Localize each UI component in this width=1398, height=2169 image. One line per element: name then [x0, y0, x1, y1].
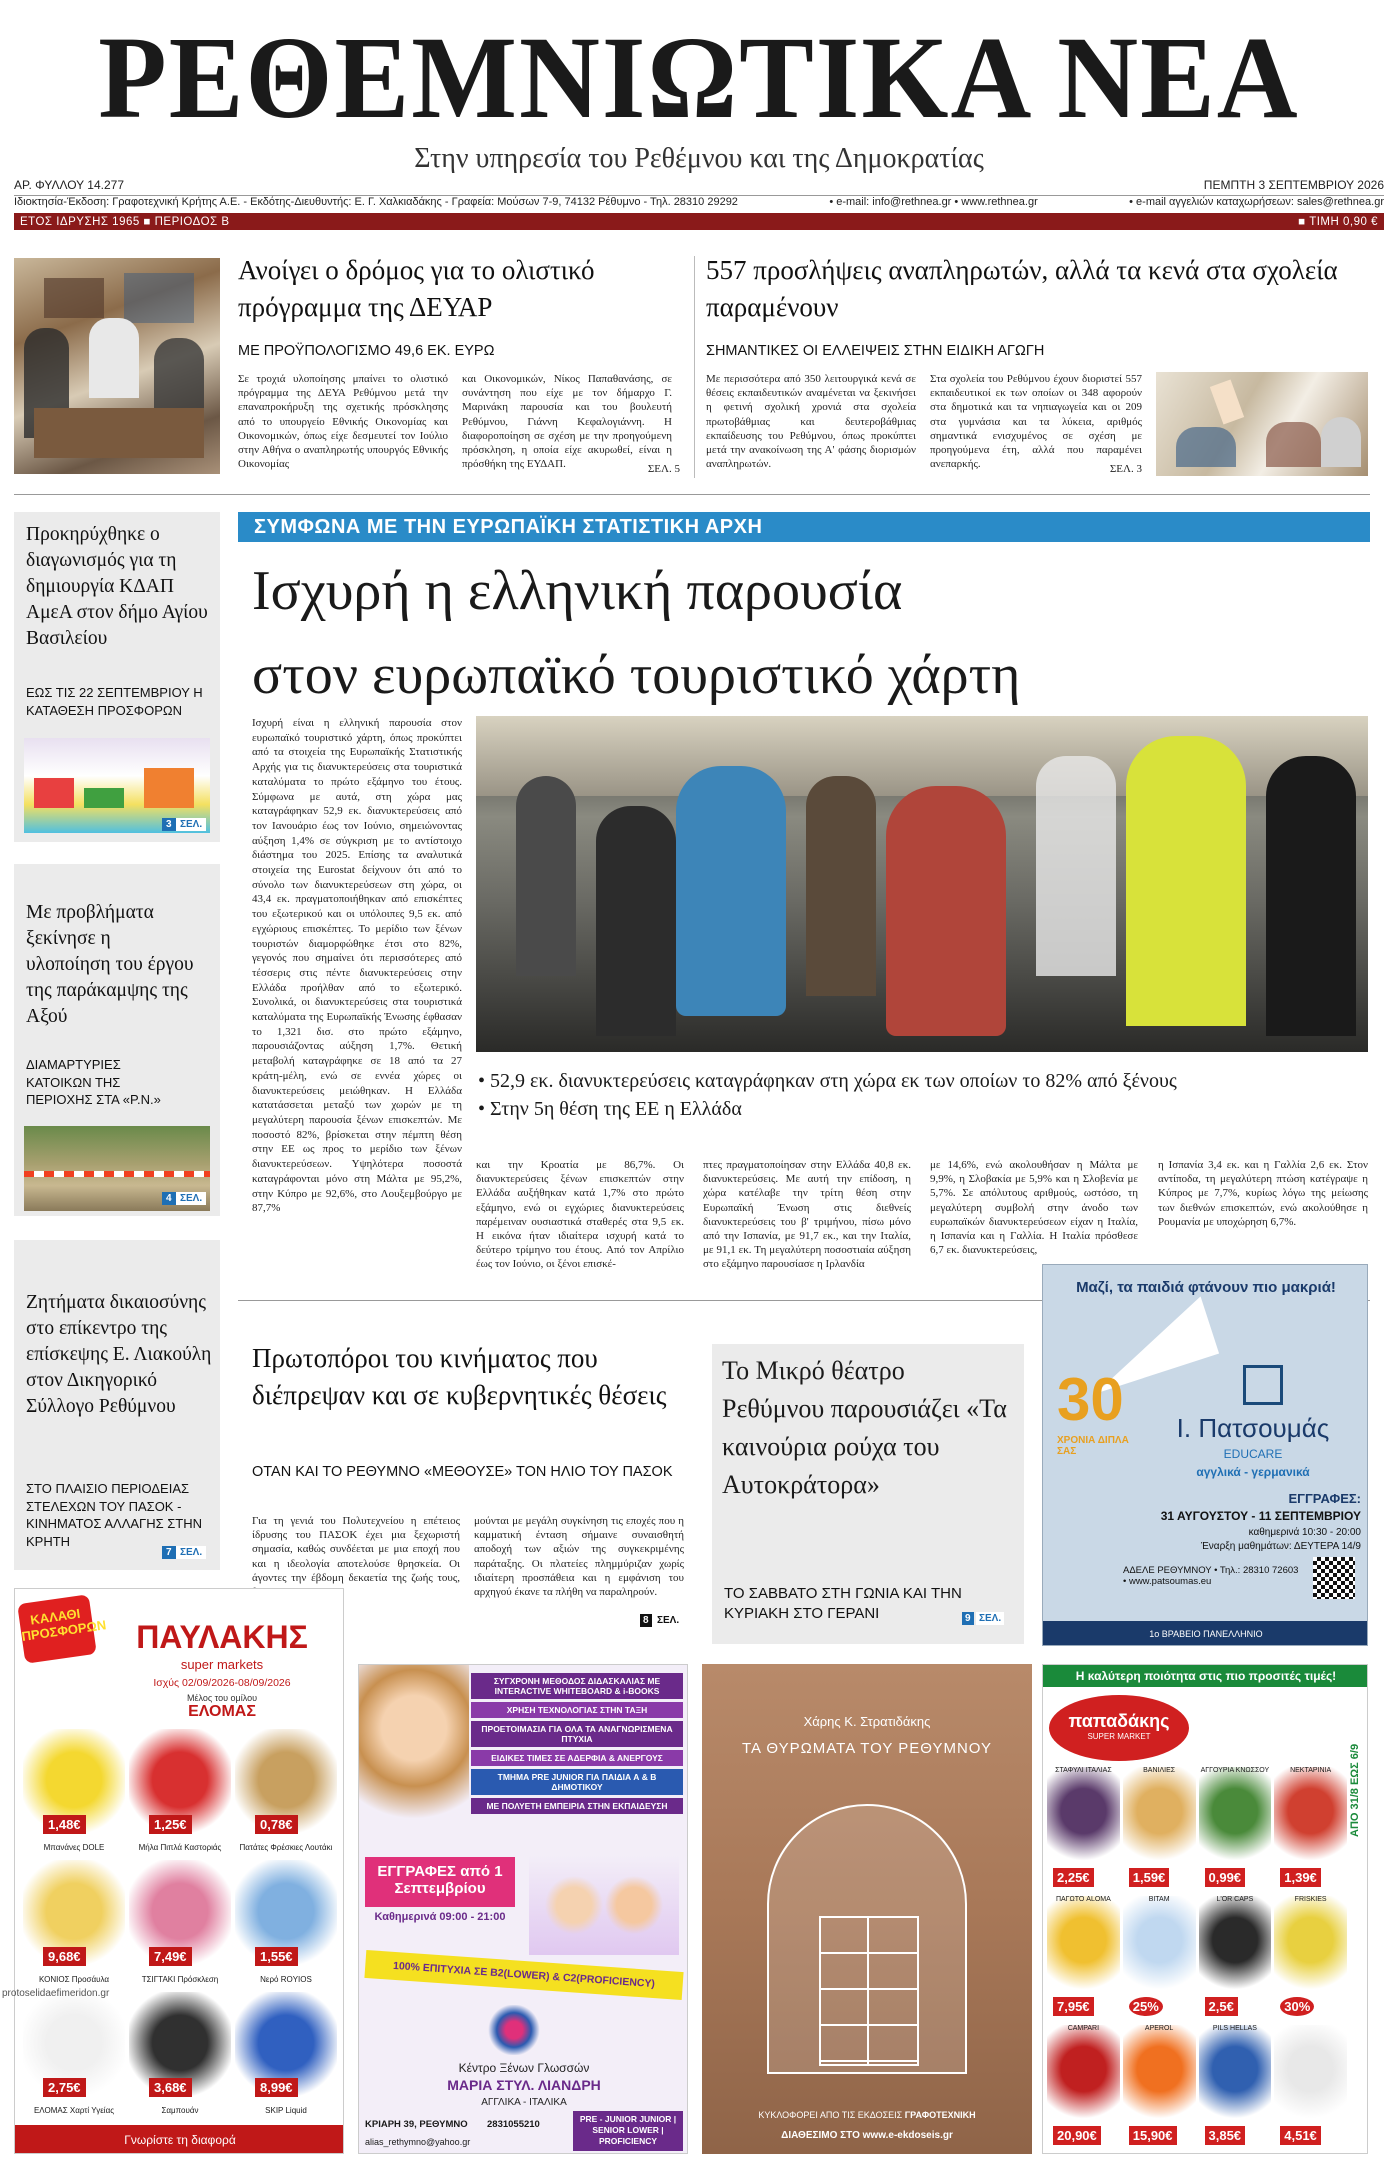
product-price: 2,75€ — [43, 2078, 86, 2097]
deal-cell — [1047, 2025, 1120, 2151]
side3-page-label: ΣΕΛ. — [176, 1546, 206, 1559]
product-price: 9,68€ — [43, 1947, 86, 1966]
top-right-photo — [1156, 372, 1368, 476]
product-cell — [23, 1729, 125, 1856]
papadakis-logo — [1049, 1695, 1189, 1761]
feature-line: ΤΜΗΜΑ PRE JUNIOR ΓΙΑ ΠΑΙΔΙΑ Α & Β ΔΗΜΟΤΙΚΟΥ — [471, 1769, 683, 1795]
side2-page-label: ΣΕΛ. — [176, 1192, 206, 1205]
deal-price: 1,39€ — [1280, 1868, 1321, 1887]
deal-cell — [1047, 1767, 1120, 1893]
info-bar-2 — [14, 196, 1384, 208]
patsoumas-years-sub: ΧΡΟΝΙΑ ΔΙΠΛΑ ΣΑΣ — [1057, 1435, 1129, 1457]
side2-title: Με προβλήματα ξεκίνησε η υλοποίηση του έργου της παράκαμψης της Αξού — [26, 902, 194, 1027]
top-right-kicker: ΣΗΜΑΝΤΙΚΕΣ ΟΙ ΕΛΛΕΙΨΕΙΣ ΣΤΗΝ ΕΙΔΙΚΗ ΑΓΩΓΗ — [706, 343, 1045, 359]
deal-label: ΒΑΝΙΛΙΕΣ — [1143, 1767, 1176, 1774]
ad-patsoumas[interactable] — [1042, 1264, 1368, 1646]
product-label: Πατάτες Φρέσκιες Λουτάκι — [239, 1843, 333, 1853]
top-left-kicker: ΜΕ ΠΡΟΫΠΟΛΟΓΙΣΜΟ 49,6 ΕΚ. ΕΥΡΩ — [238, 343, 495, 359]
deal-cell — [1274, 1767, 1347, 1893]
lead-col-left: Ισχυρή είναι η ελληνική παρουσία στον ευρωπαϊκό τουριστικό χάρτη, όπως προκύπτει από τα στοιχεία της Ευρωπαϊκής Στατιστικής Αρχής για τις διανυκτερεύσεις στα τουριστικά καταλύματα το πρώτο εξάμηνο του έτους. Σύμφωνα με αυτά, στη χώρα μας καταγράφηκαν 52,9 εκ. διανυκτερεύσεις από τον Ιανουάριο έως τον Ιούνιο, σημειώνοντας αύξηση 1,4% σε σύγκριση με το αντίστοιχο διάστημα του 2025. Επίσης τα αναλυτικά στοιχεία της Eurostat δείχνουν ότι από το σύνολο των διανυκτερεύσεων στη χώρα, οι 43,4 εκ. πραγματοποιήθηκαν από επισκέπτες του εξωτερικού και οι υπόλοιπες 9,5 εκ. από εγχώριους επισκέπτες. Το μερίδιο των ξένων τουριστών διαμορφώθηκε έτσι στο 82%, γεγονός που σημαίνει ότι περισσότερες από τέσσερις στις πέντε διανυκτερεύσεις στην Ελλάδα προήλθαν από το εξωτερικό. Συνολικά, οι διανυκτερεύσεις στα τουριστικά καταλύματα της Ευρωπαϊκής Ένωσης έφθασαν το 1,321 δισ. στο πρώτο εξάμηνο, παρουσιάζοντας αύξηση 1,7%. Θετική μεταβολή καταγράφηκε σε 18 από τα 27 κράτη-μέλη, ενώ σε εννέα χώρες οι διανυκτερεύσεις μειώθηκαν. Η Ελλάδα κατατάσσεται μεταξύ των χωρών με τη μεγαλύτερη παρουσία ξένων επισκεπτών. Με ποσοστό 82%, βρίσκεται στην πέμπτη θέση στην ΕΕ ως προς το μερίδιο των ξένων διανυκτερεύσεων. Υψηλότερα ποσοστά καταγράφονται μόνο στη Μάλτα με 95,2%, στην Κύπρο με 92,6%, στο Λουξεμβούργο με 87,7% — [252, 717, 462, 1215]
ad-book[interactable] — [702, 1664, 1032, 2154]
deal-price: 3,85€ — [1205, 2126, 1246, 2145]
patsoumas-langs: αγγλικά - γερμανικά — [1196, 1465, 1310, 1479]
top-right-col1: Με περισσότερα από 350 λειτουργικά κενά σε θέσεις εκπαιδευτικών αναμένεται να ξεκινήσει η φετινή σχολική χρονιά στα σχολεία πρωτοβάθμιας και δευτεροβάθμιας εκπαίδευσης του Ρεθύμνου, όπως προκύπτει μετά την ανακοίνωση της Α' φάσης διορισμών αναπληρωτών. — [706, 373, 916, 471]
lead-col-1: και την Κροατία με 86,7%. Οι διανυκτερεύσεις ξένων επισκεπτών στην Ελλάδα αυξήθηκαν κατά 1,7% στο πρώτο εξάμηνο, ενώ οι εγχώριες διανυκτερεύσεις παρέμειναν ουσιαστικά σταθερές στα 9,5 εκ. Η εικόνα ήταν ιδιαίτερα ισχυρή κατά το δεύτερο τρίμηνο του έτους. Από τον Απρίλιο έως τον Ιούνιο, οι ξένοι επισκέ- — [476, 1159, 684, 1271]
side1-subtitle: ΕΩΣ ΤΙΣ 22 ΣΕΠΤΕΜΒΡΙΟΥ Η ΚΑΤΑΘΕΣΗ ΠΡΟΣΦΟΡΩΝ — [26, 685, 203, 718]
product-price: 1,48€ — [43, 1815, 86, 1834]
product-price: 0,78€ — [255, 1815, 298, 1834]
deal-price: 0,99€ — [1205, 1868, 1246, 1887]
deal-price: 4,51€ — [1280, 2126, 1321, 2145]
patsoumas-name: Ι. Πατσουμάς — [1176, 1413, 1330, 1443]
deal-label: ΠΑΓΩΤΟ ALOMA — [1055, 1896, 1111, 1903]
top-right-col2: Στα σχολεία του Ρεθύμνου έχουν διοριστεί 557 εκπαιδευτικοί εκ των οποίων οι 348 αφορούν στα δημοτικά και τα νηπιαγωγεία και οι 209 στα γυμνάσια και τα λύκεια, αριθμός σημαντικά ενισχυμένος σε σχέση με προηγούμενα έτη, αλλά που παραμένει ανεπαρκής. — [930, 373, 1142, 471]
ad-pavlakis[interactable] — [14, 1588, 344, 2154]
deal-cell — [1274, 1896, 1347, 2022]
product-cell — [23, 1992, 125, 2119]
product-label: ΚΟΝΙΟΣ Προσάυλα — [39, 1974, 109, 1984]
patsoumas-logo-icon — [1243, 1365, 1283, 1405]
side-story-2[interactable] — [14, 864, 220, 1216]
product-label: SKIP Liquid — [265, 2106, 307, 2115]
product-label: Μπανάνες DOLE — [43, 1843, 105, 1853]
patsoumas-addr: ΑΔΕΛΕ ΡΕΘΥΜΝΟΥ • Τηλ.: 28310 72603 • www.patsoumas.eu — [1123, 1565, 1299, 1587]
mid-left-kicker: ΟΤΑΝ ΚΑΙ ΤΟ ΡΕΘΥΜΝΟ «ΜΕΘΟΥΣΕ» ΤΟΝ ΗΛΙΟ ΤΟΥ ΠΑΣΟΚ — [252, 1464, 673, 1480]
pavlakis-grid — [23, 1729, 337, 2119]
publisher-info: Ιδιοκτησία-Έκδοση: Γραφοτεχνική Κρήτης Α.Ε. - Εκδότης-Διευθυντής: Ε. Γ. Χαλκιαδάκης - Γραφεία: Μούσων 7-9, 74132 Ρέθυμνο - Τηλ. 28310 29292 — [14, 196, 738, 208]
feature-line: ΜΕ ΠΟΛΥΕΤΗ ΕΜΠΕΙΡΙΑ ΣΤΗΝ ΕΚΠΑΙΔΕΥΣΗ — [471, 1798, 683, 1814]
email-info: • e-mail: info@rethnea.gr • www.rethnea.gr — [829, 196, 1038, 208]
side1-page-label: ΣΕΛ. — [176, 818, 206, 831]
lead-col-2: πτες πραγματοποίησαν στην Ελλάδα 40,8 εκ. διανυκτερεύσεις. Με αυτή την επίδοση, η χώρα κατέλαβε την τρίτη θέση στην Ευρωπαϊκή Ένωση στις διεθνείς διανυκτερεύσεις του β' τριμήνου, πίσω μόνο από την Ισπανία, με 91,7 εκ., και την Ιταλία, με 91,1 εκ. Τη μεγαλύτερη ποσοστιαία αύξηση στο εξάμηνο παρουσίασε η Ιρλανδία — [703, 1159, 911, 1271]
product-price: 7,49€ — [149, 1947, 192, 1966]
deal-price: 2,5€ — [1205, 1997, 1238, 2016]
deal-price: 20,90€ — [1053, 2126, 1101, 2145]
side2-page-num: 4 — [162, 1192, 176, 1205]
deal-price: 30% — [1280, 1997, 1314, 2016]
ads-email: • e-mail αγγελιών καταχωρήσεων: sales@rethnea.gr — [1129, 196, 1384, 208]
patsoumas-brand: EDUCARE — [1223, 1447, 1283, 1461]
deal-price: 25% — [1129, 1997, 1163, 2016]
lead-title-1: Ισχυρή η ελληνική παρουσία — [252, 560, 903, 622]
product-cell — [129, 1729, 231, 1856]
school-levels: PRE - JUNIOR JUNIOR | SENIOR LOWER | PROFICIENCY — [573, 2111, 683, 2151]
book-pub-label: ΚΥΚΛΟΦΟΡΕΙ ΑΠΟ ΤΙΣ ΕΚΔΟΣΕΙΣ — [758, 2110, 903, 2120]
feature-line: ΠΡΟΕΤΟΙΜΑΣΙΑ ΓΙΑ ΟΛΑ ΤΑ ΑΝΑΓΝΩΡΙΣΜΕΝΑ ΠΤΥΧΙΑ — [471, 1721, 683, 1747]
pavlakis-badge: ΚΑΛΑΘΙ ΠΡΟΣΦΟΡΩΝ — [17, 1594, 97, 1663]
deal-cell — [1123, 2025, 1196, 2151]
side3-title: Ζητήματα δικαιοσύνης στο επίκεντρο της επίσκεψης Ε. Λιακούλη στον Δικηγορικό Σύλλογο Ρεθύμνου — [26, 1292, 212, 1417]
lead-col-3: με 14,6%, ενώ ακολουθήσαν η Μάλτα με 9,9%, η Σλοβακία με 5,9% και η Σλοβενία με 5,7%. Σε απόλυτους αριθμούς, ωστόσο, τη μεγαλύτερη συμβολή στην άνοδο των ευρωπαϊκών διανυκτερεύσεων είχαν η Ιταλία, η Ισπανία και η Γαλλία. Η Ιταλία πρόσθεσε 6,7 εκ. διανυκτερεύσεις, — [930, 1159, 1138, 1257]
school-success: 100% ΕΠΙΤΥΧΙΑ ΣΕ B2(LOWER) & C2(PROFICIENCY) — [364, 1950, 683, 2000]
masthead-title: ΡΕΘΕΜΝΙΩΤΙΚΑ ΝΕΑ — [98, 12, 1300, 144]
deal-label: L'OR CAPS — [1216, 1896, 1254, 1903]
top-left-col1: Σε τροχιά υλοποίησης μπαίνει το ολιστικό πρόγραμμα της ΔΕΥΑ Ρεθύμνου μετά την επαναπροκήρυξη της σχετικής πρόσκλησης από το υπουργείο Εθνικής Οικονομίας και Οικονομικών, όπως είχε δεσμευτεί τον Ιούλιο στην Αθήνα ο αναπληρωτής υπουργός Εθνικής Οικονομίας — [238, 373, 448, 471]
top-left-page: ΣΕΛ. 5 — [647, 463, 680, 475]
masthead-tagline: Στην υπηρεσία του Ρεθέμνου και της Δημοκρατίας — [414, 143, 984, 174]
side-story-1[interactable] — [14, 512, 220, 842]
deal-price: 7,95€ — [1053, 1997, 1094, 2016]
product-price: 1,25€ — [149, 1815, 192, 1834]
school-owner: ΜΑΡΙΑ ΣΤΥΛ. ΛΙΑΝΔΡΗ — [447, 2077, 601, 2093]
school-hours: Καθημερινά 09:00 - 21:00 — [374, 1911, 506, 1923]
ad-language-school[interactable] — [358, 1664, 688, 2154]
info-bar — [14, 178, 1384, 196]
feature-line: ΕΙΔΙΚΕΣ ΤΙΜΕΣ ΣΕ ΑΔΕΡΦΙΑ & ΑΝΕΡΓΟΥΣ — [471, 1750, 683, 1766]
top-right-page: ΣΕΛ. 3 — [1109, 463, 1142, 475]
side1-title: Προκηρύχθηκε ο διαγωνισμός για τη δημιουργία ΚΔΑΠ ΑμεΑ στον δήμο Αγίου Βασιλείου — [26, 524, 208, 649]
pavlakis-sub: super markets — [180, 1657, 264, 1672]
pavlakis-valid: Ισχύς 02/09/2026-08/09/2026 — [153, 1677, 291, 1689]
mid-right-subtitle: ΤΟ ΣΑΒΒΑΤΟ ΣΤΗ ΓΩΝΙΑ ΚΑΙ ΤΗΝ ΚΥΡΙΑΚΗ ΣΤΟ ΓΕΡΑΝΙ — [724, 1585, 962, 1622]
deal-cell — [1274, 2025, 1347, 2151]
price: ■ ΤΙΜΗ 0,90 € — [1298, 215, 1378, 228]
deal-label: ΑΓΓΟΥΡΙΑ ΚΝΩΣΣΟΥ — [1200, 1767, 1270, 1774]
patsoumas-head: Μαζί, τα παιδιά φτάνουν πιο μακριά! — [1076, 1279, 1336, 1296]
school-langs: ΑΓΓΛΙΚΑ - ΙΤΑΛΙΚΑ — [481, 2097, 567, 2108]
lead-photo — [476, 716, 1368, 1052]
product-price: 3,68€ — [149, 2078, 192, 2097]
deal-label: ΒΙΤΑΜ — [1148, 1896, 1170, 1903]
pavlakis-name: ΠΑΥΛΑΚΗΣ — [136, 1619, 308, 1655]
deal-cell — [1047, 1896, 1120, 2022]
papadakis-sub: SUPER MARKET — [1087, 1732, 1151, 1741]
red-bar — [14, 213, 1384, 230]
issue-date: ΠΕΜΠΤΗ 3 ΣΕΠΤΕΜΒΡΙΟΥ 2026 — [1203, 178, 1384, 192]
patsoumas-years: 30 — [1057, 1366, 1124, 1433]
book-site: ΔΙΑΘΕΣΙΜΟ ΣΤΟ www.e-ekdoseis.gr — [781, 2130, 953, 2141]
patsoumas-award: 1ο ΒΡΑΒΕΙΟ ΠΑΝΕΛΛΗΝΙΟ — [1043, 1621, 1368, 1646]
product-label: Μήλα Πιπλά Καστοριάς — [138, 1843, 222, 1853]
deal-cell — [1123, 1767, 1196, 1893]
school-center: Κέντρο Ξένων Γλωσσών — [458, 2061, 590, 2075]
product-cell — [129, 1992, 231, 2119]
product-price: 1,55€ — [255, 1947, 298, 1966]
papadakis-name: παπαδάκης — [1068, 1711, 1170, 1731]
side1-page-num: 3 — [162, 818, 176, 831]
pavlakis-group: ΕΛΟΜΑΣ — [188, 1703, 256, 1720]
deal-label: CAMPARI — [1067, 2025, 1100, 2032]
book-publisher — [702, 2110, 1032, 2120]
qr-code-icon — [1313, 1557, 1355, 1599]
deal-price: 2,25€ — [1053, 1868, 1094, 1887]
deal-price: 1,59€ — [1129, 1868, 1170, 1887]
side-story-3[interactable] — [14, 1240, 220, 1570]
papadakis-head: Η καλύτερη ποιότητα στις πιο προσιτές τιμές! — [1043, 1665, 1368, 1687]
product-label: Σαμπουάν — [161, 2106, 199, 2115]
lead-banner: ΣΥΜΦΩΝΑ ΜΕ ΤΗΝ ΕΥΡΩΠΑΪΚΗ ΣΤΑΤΙΣΤΙΚΗ ΑΡΧΗ — [238, 512, 1370, 542]
top-right-title: 557 προσλήψεις αναπληρωτών, αλλά τα κενά στα σχολεία παραμένουν — [706, 255, 1338, 322]
patsoumas-dates: 31 ΑΥΓΟΥΣΤΟΥ - 11 ΣΕΠΤΕΜΒΡΙΟΥ — [1160, 1509, 1361, 1523]
product-cell — [235, 1992, 337, 2119]
feature-line: ΧΡΗΣΗ ΤΕΧΝΟΛΟΓΙΑΣ ΣΤΗΝ ΤΑΞΗ — [471, 1702, 683, 1718]
lead-bullet-1: • 52,9 εκ. διανυκτερεύσεις καταγράφηκαν στη χώρα εκ των οποίων το 82% από ξένους — [478, 1070, 1177, 1092]
lead-title-2: στον ευρωπαϊκό τουριστικό χάρτη — [252, 644, 1021, 706]
mid-left-title: Πρωτοπόροι του κινήματος που διέπρεψαν και σε κυβερνητικές θέσεις — [252, 1343, 667, 1410]
mid-right-story[interactable] — [712, 1344, 1024, 1644]
side3-subtitle: ΣΤΟ ΠΛΑΙΣΙΟ ΠΕΡΙΟΔΕΙΑΣ ΣΤΕΛΕΧΩΝ ΤΟΥ ΠΑΣΟΚ - ΚΙΝΗΜΑΤΟΣ ΑΛΛΑΓΗΣ ΣΤΗΝ ΚΡΗΤΗ — [26, 1481, 203, 1549]
mid-left-page-num: 8 — [640, 1614, 652, 1627]
deal-label: APEROL — [1144, 2025, 1174, 2032]
mid-left-col2: μούνται με μεγάλη συγκίνηση τις εποχές που η καμματική ένταση σήμαινε συναισθητή αποδοχή των αξιών της συγκεκριμένης παράταξης. Οι πλατείες πλημμύριζαν χωρίς ιδιαίτερη προσπάθεια και η εμφάνιση του αρχηγού έκανε τα πλήθη να παραληρούν. — [474, 1515, 684, 1599]
mid-left-col1: Για τη γενιά του Πολυτεχνείου η επέτειος ίδρυσης του ΠΑΣΟΚ έχει μια ξεχωριστή σημασία, καθώς συνδέεται με μια εποχή που και η ιδεολογία αποτελούσε θρησκεία. Οι άγοντες την έβδομη δεκαετία της ζωής τους, — [252, 1515, 460, 1584]
watermark: protoselidaefimeridon.gr — [2, 1988, 110, 1999]
product-cell — [235, 1860, 337, 1987]
pavlakis-from: Μέλος του ομίλου — [186, 1693, 258, 1703]
mid-right-title: Το Μικρό θέατρο Ρεθύμνου παρουσιάζει «Τα καινούρια ρούχα του Αυτοκράτορα» — [722, 1356, 1007, 1499]
product-label: ΤΣΙΓΤΑΚΙ Πρόσκλεση — [141, 1974, 219, 1984]
deal-label: ΝΕΚΤΑΡΙΝΙΑ — [1290, 1767, 1332, 1774]
deal-label: FRISKIES — [1294, 1896, 1327, 1903]
deal-price: 15,90€ — [1129, 2126, 1177, 2145]
book-author: Χάρης Κ. Στρατιδάκης — [803, 1714, 931, 1729]
door-illustration-icon — [767, 1804, 967, 2074]
deal-cell — [1199, 1896, 1272, 2022]
product-label: ΕΛΟΜΑΣ Χαρτί Υγείας — [33, 2106, 115, 2115]
deal-label: PILS HELLAS — [1212, 2025, 1257, 2032]
issue-number: ΑΡ. ΦΥΛΛΟΥ 14.277 — [14, 178, 124, 192]
book-title: ΤΑ ΘΥΡΩΜΑΤΑ ΤΟΥ ΡΕΘΥΜΝΟΥ — [741, 1740, 992, 1757]
top-left-col2: και Οικονομικών, Νίκος Παπαθανάσης, σε συνάντηση που είχε με τον δήμαρχο Γ. Μαρινάκη παρουσία και του βουλευτή Ρεθύμνου, Γιάννη Κεφαλογιάννη. Η διαφοροποίηση σε σχέση με την προηγούμενη πρόσκληση, η οποία είχε ακυρωθεί, είναι η πρόσθήκη της ΕΥΔΑΠ. — [462, 373, 672, 471]
lead-bullet-2: • Στην 5η θέση της ΕΕ η Ελλάδα — [478, 1098, 742, 1120]
papadakis-grid — [1047, 1767, 1347, 2151]
deal-cell — [1199, 1767, 1272, 1893]
school-reg: ΕΓΓΡΑΦΕΣ από 1 Σεπτεμβρίου — [365, 1857, 515, 1907]
side2-subtitle: ΔΙΑΜΑΡΤΥΡΙΕΣ ΚΑΤΟΙΚΩΝ ΤΗΣ ΠΕΡΙΟΧΗΣ ΣΤΑ «Ρ.Ν.» — [26, 1057, 161, 1107]
lead-col-4: η Ισπανία 3,4 εκ. και η Γαλλία 2,6 εκ. Στον αντίποδα, τη μεγαλύτερη πτώση κατέγραψε η Κύπρος με 7,7%, κυρίως λόγω της μείωσης των διεθνών επισκεπτών, ενώ ακολούθησε η Ρουμανία με υποχώρηση 6,7%. — [1158, 1159, 1368, 1228]
kids-photo — [529, 1855, 679, 1955]
girl-photo — [359, 1665, 469, 1845]
papadakis-side: ΑΠΟ 31/8 ΕΩΣ 6/9 — [1349, 1697, 1365, 1837]
school-addr: ΚΡΙΑΡΗ 39, ΡΕΘΥΜΝΟ — [365, 2119, 468, 2130]
patsoumas-start: Έναρξη μαθημάτων: ΔΕΥΤΕΡΑ 14/9 — [1200, 1541, 1361, 1552]
school-logo-icon — [479, 2005, 549, 2055]
patsoumas-hours: καθημερινά 10:30 - 20:00 — [1248, 1527, 1361, 1538]
school-tel: 2831055210 — [487, 2119, 540, 2130]
deal-cell — [1123, 1896, 1196, 2022]
patsoumas-reg: ΕΓΓΡΑΦΕΣ: — [1288, 1491, 1361, 1506]
top-left-title: Ανοίγει ο δρόμος για το ολιστικό πρόγραμμα της ΔΕΥΑΡ — [238, 255, 595, 322]
book-pub-name: ΓΡΑΦΟΤΕΧΝΙΚΗ — [904, 2110, 976, 2120]
side3-page-num: 7 — [162, 1546, 176, 1559]
feature-line: ΣΥΓΧΡΟΝΗ ΜΕΘΟΔΟΣ ΔΙΔΑΣΚΑΛΙΑΣ ΜΕ INTERACTIVE WHITEBOARD & i-BOOKS — [471, 1673, 683, 1699]
product-label: Νερό ROYIOS — [260, 1974, 312, 1984]
founded: ΕΤΟΣ ΙΔΡΥΣΗΣ 1965 ■ ΠΕΡΙΟΔΟΣ Β — [20, 215, 230, 228]
school-email: alias_rethymno@yahoo.gr — [365, 2137, 471, 2147]
mid-right-page-label: ΣΕΛ. — [976, 1612, 1004, 1625]
mid-right-page-num: 9 — [962, 1612, 974, 1625]
product-cell — [235, 1729, 337, 1856]
pavlakis-footer: Γνωρίστε τη διαφορά — [15, 2125, 344, 2154]
product-cell — [23, 1860, 125, 1987]
mid-left-page-label: ΣΕΛ. — [654, 1614, 682, 1627]
school-features — [471, 1673, 683, 1814]
product-cell — [129, 1860, 231, 1987]
deal-cell — [1199, 2025, 1272, 2151]
deal-label: ΣΤΑΦΥΛΙ ΙΤΑΛΙΑΣ — [1055, 1767, 1112, 1774]
top-left-photo — [14, 258, 220, 474]
ad-papadakis[interactable] — [1042, 1664, 1368, 2154]
product-price: 8,99€ — [255, 2078, 298, 2097]
